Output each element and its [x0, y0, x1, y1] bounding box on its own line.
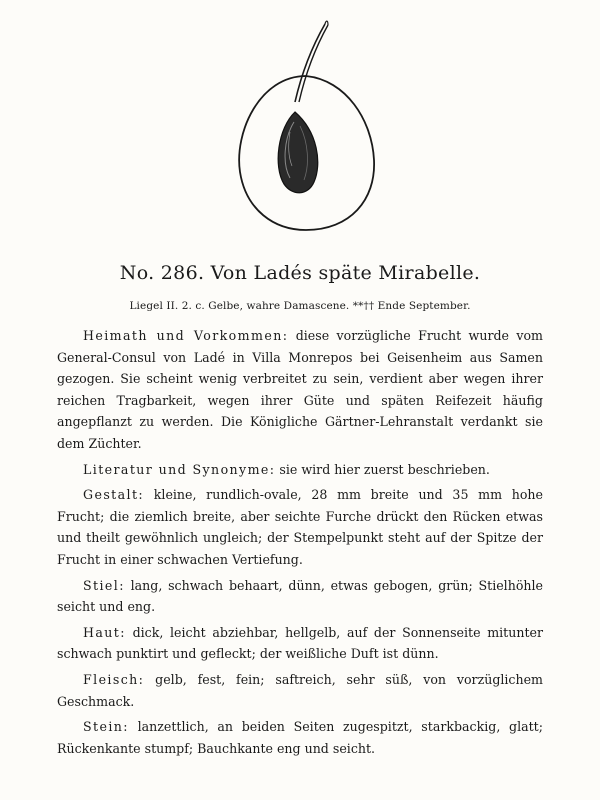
section-text: lanzettlich, an beiden Seiten zugespitzt, starkbackig, glatt; Rückenkante stumpf; Bauchkante eng und seicht.	[57, 719, 543, 756]
section-label: Haut:	[83, 624, 126, 640]
section-label: Heimath und Vorkommen:	[83, 328, 289, 343]
fruit-cross-section-illustration	[228, 14, 380, 236]
section-gestalt	[57, 484, 543, 570]
page-title: No. 286. Von Ladés späte Mirabelle.	[119, 262, 481, 284]
section-text: diese vorzügliche Frucht wurde vom General-Consul von Ladé in Villa Monrepos bei Geisenheim aus Samen gezogen. Sie scheint wenig verbreitet zu sein, verdient aber wegen ihrer reichen Tragbarkeit, wegen ihrer Güte und späten Reifezeit häufig angepflanzt zu werden. Die Königliche Gärtner-Lehranstalt verdankt sie dem Züchter.	[57, 328, 543, 451]
section-text: gelb, fest, fein; saftreich, sehr süß, von vorzüglichem Geschmack.	[57, 671, 543, 709]
section-text: kleine, rundlich-ovale, 28 mm breite und 35 mm hohe Frucht; die ziemlich breite, aber seichte Furche drückt den Rücken etwas und theilt gewöhnlich ungleich; der Stempelpunkt steht auf der Spitze der Frucht in einer schwachen Vertiefung.	[57, 487, 543, 567]
section-label: Gestalt:	[83, 487, 145, 503]
classification-line: Liegel II. 2. c. Gelbe, wahre Damascene. **†† Ende September.	[129, 300, 471, 312]
description-body	[57, 325, 543, 759]
section-label: Stein:	[83, 719, 129, 735]
section-haut	[57, 622, 543, 665]
section-fleisch	[57, 669, 543, 712]
section-label: Fleisch:	[83, 671, 145, 687]
section-stiel	[57, 575, 543, 618]
section-label: Stiel:	[83, 577, 125, 593]
section-literatur	[57, 459, 543, 481]
section-stein	[57, 716, 543, 759]
section-label: Literatur und Synonyme:	[83, 461, 276, 477]
section-text: lang, schwach behaart, dünn, etwas gebogen, grün; Stielhöhle seicht und eng.	[57, 577, 543, 615]
section-text: dick, leicht abziehbar, hellgelb, auf der Sonnenseite mitunter schwach punktirt und gefleckt; der weißliche Duft ist dünn.	[57, 624, 543, 662]
section-text: sie wird hier zuerst beschrieben.	[275, 461, 490, 477]
section-heimath	[57, 325, 543, 455]
